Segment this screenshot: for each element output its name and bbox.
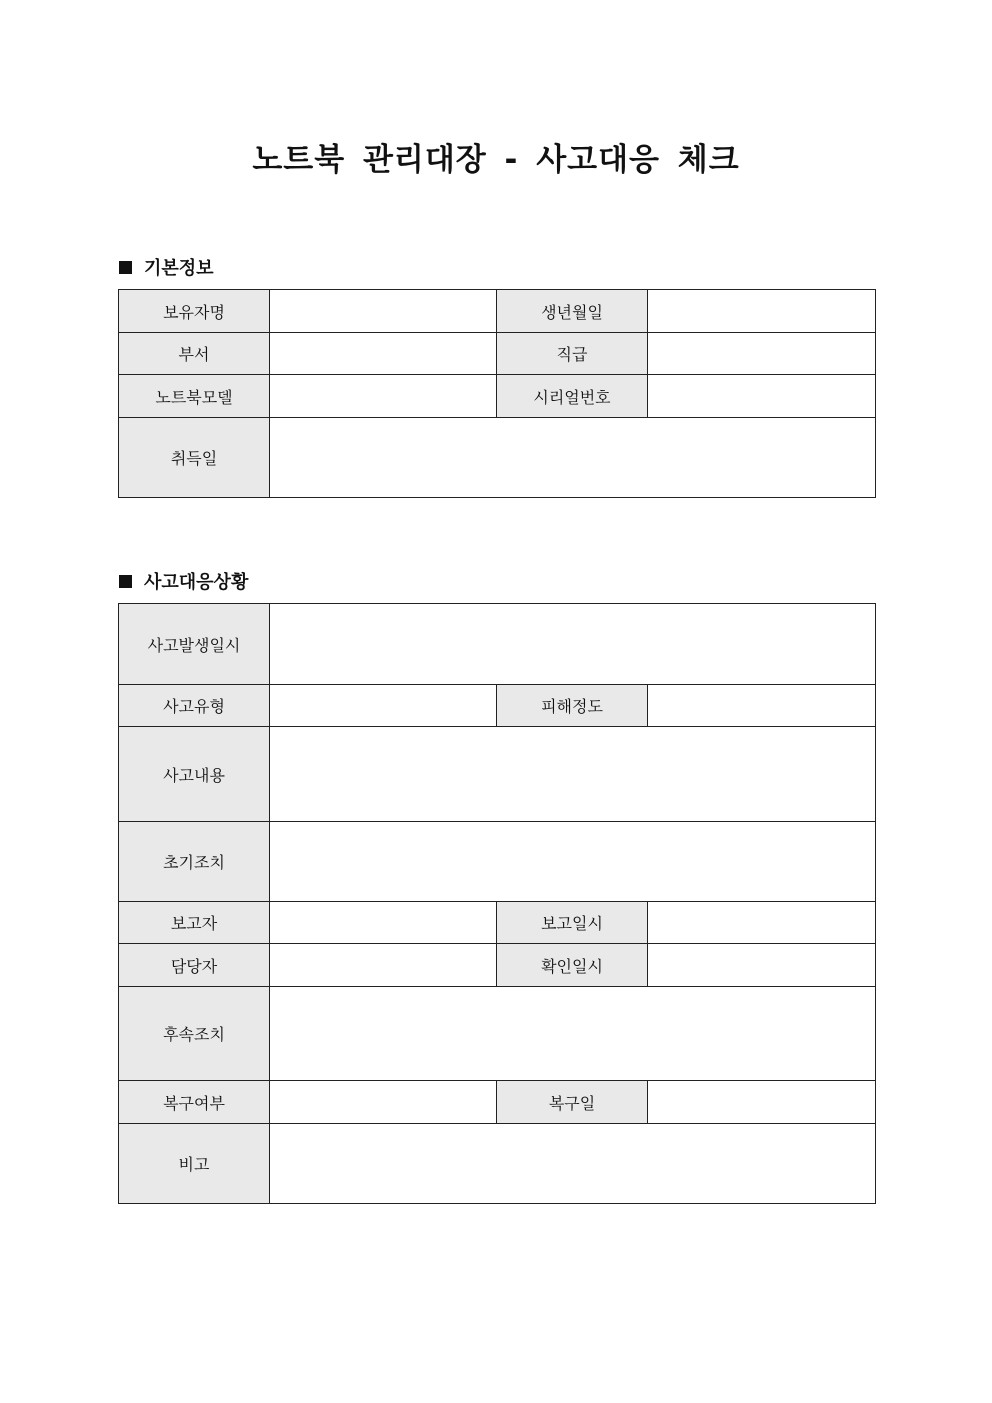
- occurred-label: 사고발생일시: [119, 604, 270, 685]
- table-row: [119, 1081, 876, 1124]
- square-bullet-icon: [119, 575, 132, 588]
- section-heading-label: 사고대응상황: [144, 572, 249, 593]
- reporter-field[interactable]: [270, 902, 497, 944]
- incident-table: [118, 603, 876, 1204]
- confirm-time-label: 확인일시: [497, 944, 648, 987]
- report-time-label: 보고일시: [497, 902, 648, 944]
- occurred-field[interactable]: [270, 604, 876, 685]
- recovered-field[interactable]: [270, 1081, 497, 1124]
- remarks-label: 비고: [119, 1124, 270, 1204]
- birthdate-field[interactable]: [648, 290, 876, 333]
- manager-field[interactable]: [270, 944, 497, 987]
- initial-action-field[interactable]: [270, 822, 876, 902]
- follow-up-label: 후속조치: [119, 987, 270, 1081]
- damage-field[interactable]: [648, 685, 876, 727]
- damage-label: 피해정도: [497, 685, 648, 727]
- table-row: [119, 685, 876, 727]
- reporter-label: 보고자: [119, 902, 270, 944]
- section-heading-incident: [119, 568, 248, 594]
- section-heading-basic-info: [119, 254, 214, 280]
- table-row: [119, 902, 876, 944]
- table-row: [119, 418, 876, 498]
- type-label: 사고유형: [119, 685, 270, 727]
- recovery-date-field[interactable]: [648, 1081, 876, 1124]
- type-field[interactable]: [270, 685, 497, 727]
- square-bullet-icon: [119, 261, 132, 274]
- department-label: 부서: [119, 333, 270, 375]
- page-title: 노트북 관리대장 - 사고대응 체크: [252, 142, 740, 178]
- content-field[interactable]: [270, 727, 876, 822]
- basic-info-table: [118, 289, 876, 498]
- remarks-field[interactable]: [270, 1124, 876, 1204]
- table-row: [119, 333, 876, 375]
- table-row: [119, 290, 876, 333]
- acquired-field[interactable]: [270, 418, 876, 498]
- serial-label: 시리얼번호: [497, 375, 648, 418]
- table-row: [119, 375, 876, 418]
- department-field[interactable]: [270, 333, 497, 375]
- acquired-label: 취득일: [119, 418, 270, 498]
- table-row: [119, 822, 876, 902]
- follow-up-field[interactable]: [270, 987, 876, 1081]
- model-field[interactable]: [270, 375, 497, 418]
- report-time-field[interactable]: [648, 902, 876, 944]
- owner-field[interactable]: [270, 290, 497, 333]
- manager-label: 담당자: [119, 944, 270, 987]
- table-row: [119, 944, 876, 987]
- position-label: 직급: [497, 333, 648, 375]
- serial-field[interactable]: [648, 375, 876, 418]
- table-row: [119, 1124, 876, 1204]
- birthdate-label: 생년월일: [497, 290, 648, 333]
- recovery-date-label: 복구일: [497, 1081, 648, 1124]
- position-field[interactable]: [648, 333, 876, 375]
- recovered-label: 복구여부: [119, 1081, 270, 1124]
- table-row: [119, 727, 876, 822]
- owner-label: 보유자명: [119, 290, 270, 333]
- confirm-time-field[interactable]: [648, 944, 876, 987]
- initial-action-label: 초기조치: [119, 822, 270, 902]
- table-row: [119, 604, 876, 685]
- table-row: [119, 987, 876, 1081]
- section-heading-label: 기본정보: [144, 258, 214, 279]
- model-label: 노트북모델: [119, 375, 270, 418]
- content-label: 사고내용: [119, 727, 270, 822]
